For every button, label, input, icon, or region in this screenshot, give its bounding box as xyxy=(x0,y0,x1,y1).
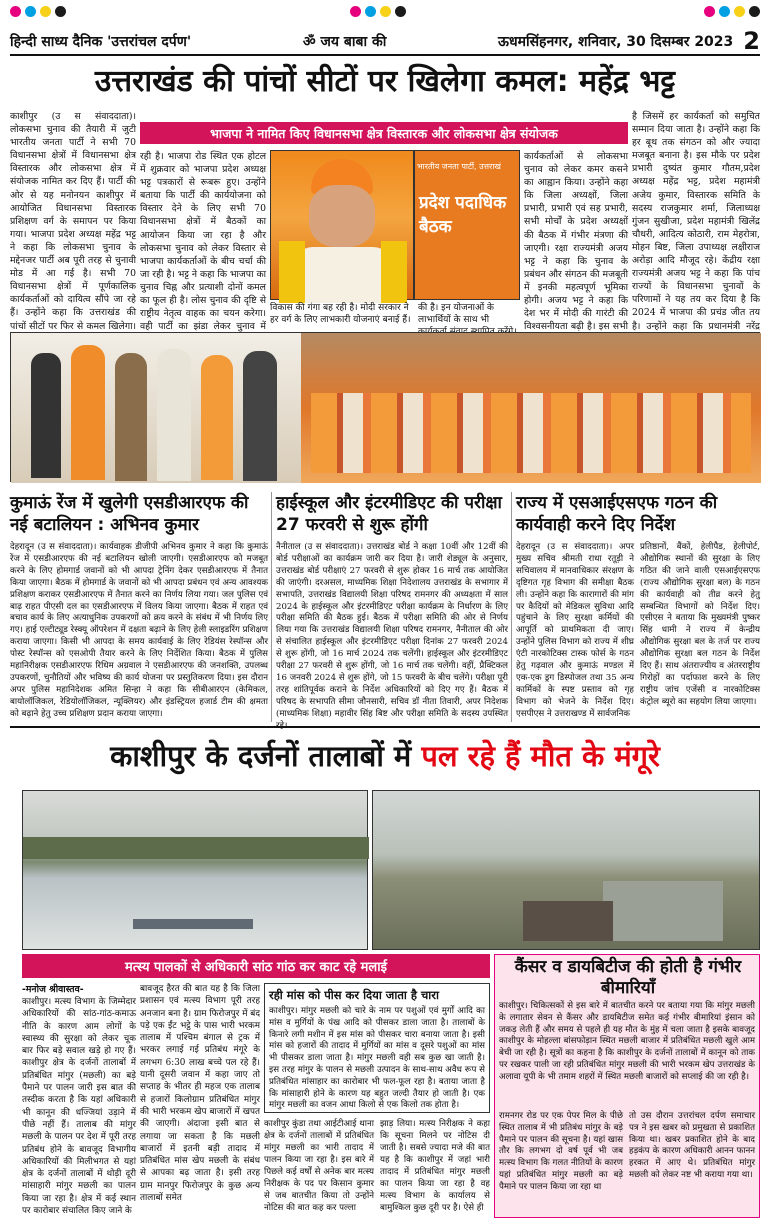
decorative-dots-left xyxy=(10,6,66,17)
story5-byline: -मनोज श्रीवास्तव- xyxy=(22,984,84,995)
story1-subhead: भाजपा ने नामित किए विधानसभा क्षेत्र विस्तारक और लोकसभा क्षेत्र संयोजक xyxy=(140,122,628,144)
story5-headline xyxy=(10,733,760,779)
story2-headline: कुमाऊं रेंज में खुलेगी एसडीआरएफ की नई बटालियन : अभिनव कुमार xyxy=(10,493,249,535)
cancer-col2: तो उस दौरान उत्तरांचल दर्पण समाचार पत्र ने इस खबर को प्रमुखता से प्रकाशित किया था। खबर प्रकाशित होने के बाद हड़कंप के कारण अधिकारी आनन फानन हरकत में आए थे। प्रतिबंधित मांगुर मछली को लेकर नष्ट भी कराया गया था। xyxy=(629,1111,755,1180)
story1-caption-left: विकास की गंगा बह रही है। मोदी सरकार ने हर वर्ग के लिए लाभकारी योजनाएं बनाई हैं। xyxy=(270,303,411,325)
story4-col2: प्रतिष्ठानों, बैंकों, हेलीपैड, हेलीपोर्ट, औद्योगिक स्थानों की सुरक्षा के लिए गठित की जाने वाली एसआईएसएफ (राज्य औद्योगिक सुरक्षा बल) के गठन की कार्यवाही को तीव्र करने हेतु सम्बन्धित विभागों को निर्देश दिए। एसीएस ने बताया कि मुख्यमंत्री पुष्कर सिंह धामी ने राज्य में केन्द्रीय औद्योगिक सुरक्षा बल के तर्ज पर राज्य औद्योगिक सुरक्षा बल गठन के निर्देश दिए हैं। साथ अंतराज्यीय व अंतरराष्ट्रीय गिरोहों का पर्दाफाश करने के लिए राष्ट्रीय जांच एजेंसी व नारकोटिक्स कंट्रोल ब्यूरो का सहयोग लिया जाएगा। xyxy=(640,542,760,707)
story5-subhead: मत्स्य पालकों से अधिकारी सांठ गांठ कर काट रहे मलाई xyxy=(22,954,490,978)
section-divider xyxy=(10,726,760,728)
cancer-col1: रामनगर रोड पर एक पेपर मिल के पीछे स्थित तालाब में भी प्रतिबंध मांगुर के बड़े पैमाने पर पालन की सूचना है। यहां खास तौर कि लगभग दो वर्ष पूर्व भी जब मत्स्य विभाग कि गलत नीतियों के कारण यहां प्रतिबंधित मांगुर मछली का बड़े पैमाने पर पालन किया जा रहा था xyxy=(499,1111,623,1192)
story5-col3: काशीपुर कुंडा तथा आईटीआई थाना क्षेत्र के दर्जनों तालाबों में प्रतिबंधित मांगुर मछली का भारी तादाद में पालन किया जा रहा है। इस बारे में पिछले कई वर्षों से अनेक बार मत्स्य निरीक्षक के पद पर किसान कुमार से जब बातचीत किया तो उन्होंने नोटिस की बात कह कर पल्ला xyxy=(264,1119,374,1213)
cancer-box xyxy=(494,954,760,1218)
story3-headline: हाईस्कूल और इंटरमीडिएट की परीक्षा 27 फरवरी से शुरू होंगी xyxy=(276,493,502,535)
story1-photo-banner xyxy=(414,150,520,300)
story5-headline-black: काशीपुर के दर्जनों तालाबों में xyxy=(110,739,412,773)
story1-col4: है जिसमें हर कार्यकर्ता को समुचित सम्मान दिया जाता है। उन्होंने कहा कि हर बूथ तक संगठन को और ज्यादा मजबूत बनाना है। इस मौके पर प्रदेश प्रभारी दुष्यंत कुमार गौतम,प्रदेश अध्यक्ष महेंद्र भट्ट, प्रदेश महामंत्री अजेय कुमार, विस्तारक समिति के सदस्य राजकुमार शर्मा, जिलाध्यक्ष गुंजन सुखीजा, प्रदेश महामंत्री खिलेंद्र चौधरी, आदित्य कोठारी, राम मेहरोत्रा, मोहन बिष्ट, जिला उपाध्यक्ष लक्षीराज अरोड़ा आदि मौजूद रहे। केंद्रीय रक्षा राज्यमंत्री अजय भट्ट ने कहा कि पांच राज्यों के विधानसभा चुनावों के परिणामों ने यह तय कर दिया है कि 2024 में भाजपा की प्रचंड जीत तय है। उन्होंने कहा कि प्रधानमंत्री नरेंद्र xyxy=(632,111,760,332)
cancer-headline: कैंसर व डायबिटीज की होती है गंभीर बीमारियाँ xyxy=(514,957,742,998)
story1-photo-leader xyxy=(270,150,414,300)
photo-banner-top: भारतीय जनता पार्टी, उत्तराखं xyxy=(417,162,501,171)
story1-headline: उत्तराखंड की पांचों सीटों पर खिलेगा कमल: महेंद्र भट्ट xyxy=(94,64,676,99)
feed-box-headline: रही मांस को पीस कर दिया जाता है चारा xyxy=(269,988,439,1002)
decorative-dots-center xyxy=(350,6,406,17)
story4-col1: देहरादून (उ स संवाददाता)। अपर मुख्य सचिव श्रीमती राधा रतूड़ी ने सचिवालय में मानवाधिकार संरक्षण के दृष्टिगत गृह विभाग की समीक्षा बैठक ली। उन्होंने कहा कि कारागारों की मांग पर कैदियों को मेडिकल सुविधा आदि पहुंचाने के लिए सुरक्षा कर्मियों की आपूर्ति को प्राथमिकता दी जाए। उन्होंने पुलिस विभाग को राज्य में शीघ्र एंटी नारकोटिक्स टास्क फोर्स के गठन हेतु गढ़वाल और कुमाऊं मण्डल में एक-एक ड्रग डिस्पोजल तथा 35 अन्य कार्मिकों के स्पष्ट प्रस्ताव को गृह विभाग को भेजने के निर्देश दिए। एसपीएस ने उत्तराखण्ड में सार्वजनिक xyxy=(516,542,634,719)
photo-banner-text: प्रदेश पदाधिक बैठक xyxy=(419,193,507,237)
story1-col3: कार्यकर्ताओं से लोकसभा चुनाव को लेकर कमर कसने का आह्वान किया। उन्होंने कहा कि जिला अध्यक्षों, जिला प्रभारी, प्रभारी एवं सह प्रभारी, सभी मोर्चों के प्रदेश अध्यक्षों की बैठक में गंभीर मंत्रणा की जाएगी। रक्षा राज्यमंत्री अजय भट्ट ने कहा कि चुनाव के प्रबंधन और संगठन की मजबूती में इनकी महत्वपूर्ण भूमिका होगी। अजय भट्ट ने कहा कि देश भर में मोदी की गारंटी की विश्वसनीयता बढ़ी है। इस सभी xyxy=(524,151,628,333)
decorative-dots-right xyxy=(704,6,760,17)
story1-col1: काशीपुर (उ स संवाददाता)। लोकसभा चुनाव की तैयारी में जुटी भारतीय जनता पार्टी ने सभी 70 विधानसभा क्षेत्रों में विधानसभा क्षेत्र विस्तारक और लोकसभा क्षेत्र में संयोजक नामित कर दिए हैं। पार्टी की ओर से यह मनोनयन काशीपुर में आयोजित विधानसभा विस्तारक प्रशिक्षण वर्ग के समापन पर किया गया। भाजपा प्रदेश अध्यक्ष महेंद्र भट्ट ने कहा कि लोकसभा चुनाव के मद्देनजर पार्टी अब पूरी तरह से चुनावी मोड में आ गई है। सभी 70 विधानसभा क्षेत्रों में पूर्णकालिक कार्यकर्ताओं को दायित्व सौंपे जा रहे हैं। उन्होंने कहा कि उत्तराखंड की पांचों सीटों पर फिर से कमल खिलेगा। xyxy=(10,111,136,332)
story5-headline-red: पल रहे हैं मौत के मंगूरे xyxy=(421,739,660,773)
story2-body: देहरादून (उ स संवाददाता)। कार्यवाहक डीजीपी अभिनव कुमार ने कहा कि कुमाऊं रेंज में एसडीआरएफ की नई बटालियन खोली जाएगी। एसडीआरएफ को मजबूत करने के लिए होमगार्ड जवानों को भी आपदा ट्रेनिंग देकर एसडीआरएफ में तैनात किया जाएगा। बैठक में होमगार्ड के जवानों को भी आपदा प्रबंधन एवं अन्य आवश्यक प्रशिक्षण कराकर एसडीआरएफ में तैनात करने का निर्णय लिया गया। जल पुलिस एवं बाढ़ राहत पीएसी दल का एसडीआरएफ में विलय किया जाएगा। बैठक में राहत एवं बचाव कार्य के लिए अत्याधुनिक उपकरणों को क्रय करने के संबंध में भी निर्णय लिए गए। हाई एल्टीट्यूड रेस्क्यू ऑपरेशन में दक्षता बढ़ाने के लिए हेली स्लाइडरिंग प्रशिक्षण कराया जाएगा। किसी भी आपदा के समय कार्यवाई के लिए रेडियंस रेस्पॉन्स और पोस्ट रेस्पॉन्स को एसओपी तैयार करने के लिए निर्देशित किया। बैठक में पुलिस महानिरीक्षक एसडीआरएफ रिधिम अग्रवाल ने एसडीआरएफ की जनशक्ति, उपलब्ध उपकरणों, चुनौतियों और भविष्य की कार्य योजना पर प्रस्तुतिकरण दिया। इस दौरान अपर पुलिस महानिदेशक अमित सिन्हा ने कहा कि सीबीआरएन (केमिकल, बायोलॉजिकल, रेडियोलॉजिकल, न्यूक्लियर) और इंडस्ट्रियल हजार्ड टीम की क्षमता को बढ़ाने हेतु उच्च प्रशिक्षण प्रदान कराया जाएगा। xyxy=(10,542,268,719)
newspaper-name: हिन्दी साध्य दैनिक 'उत्तरांचल दर्पण' xyxy=(10,33,192,50)
story1-group-photo xyxy=(10,332,760,482)
masthead-blessing: ॐ जय बाबा की xyxy=(302,33,387,50)
story5-col2: बावजूद हैरत की बात यह है कि जिला प्रशासन एवं मत्स्य विभाग पूरी तरह अनजान बना है। ग्राम फिरोजपुर में बंद पड़े एक ईंट भट्ठे के पास भारी भरकम तालाब में पश्चिम बंगाल से ट्रक में भरकर लगाई गई प्रतिबंध मंगूरे के लगभग 6:30 लाख बच्चे पल रहे हैं। यानी दूसरी जवान में कहा जाए तो सप्ताह के भीतर ही महज एक तालाब से हजारों किलोग्राम प्रतिबंधित मांगुर की भारी भरकम खेप बाजारों में खपत की जाएगी। अंदाजा इसी बात से लगाया जा सकता है कि मछली बाजारों में इतनी बड़ी तादाद में प्रतिबंधित मांस खेप मछली के संबंध से आपका बढ़ जाता है। इसी तरह ग्राम मानपुर फिरोजपुर के कुछ अन्य तालाबों समेत xyxy=(140,984,260,1204)
column-rule xyxy=(271,492,272,722)
dateline xyxy=(498,27,760,55)
story3-body: नैनीताल (उ स संवाददाता)। उत्तराखंड बोर्ड ने कक्षा 10वीं और 12वीं की बोर्ड परीक्षाओं का कार्यक्रम जारी कर दिया है। जारी शेड्यूल के अनुसार, उत्तराखंड बोर्ड परीक्षाएं 27 फरवरी से शुरू होकर 16 मार्च तक आयोजित की जाएंगी। दरअसल, माध्यमिक शिक्षा निदेशालय उत्तराखंड के सभागार में सभापति, उत्तराखंड विद्यालयी शिक्षा परिषद रामनगर की अध्यक्षता में साल 2024 के हाईस्कूल और इंटरमीडिएट परीक्षा कार्यक्रम के निर्धारण के लिए परीक्षा समिति की बैठक हुई। बैठक में परीक्षा समिति की ओर से निर्णय लिया गया कि उत्तराखंड विद्यालयी शिक्षा परिषद रामनगर, नैनीताल की ओर से संचालित हाईस्कूल और इंटरमीडिएट परीक्षा दिनांक 27 फरवरी 2024 से शुरू होंगी, जो 16 मार्च 2024 तक चलेंगी। हाईस्कूल और इंटरमीडिएट परीक्षा 27 फरवरी से शुरू होंगी, जो 16 मार्च तक चलेंगी। वहीं, प्रैक्टिकल 16 जनवरी 2024 से शुरू होंगे, जो 15 फरवरी के बीच चलेंगे। परीक्षा पूरी तरह शांतिपूर्वक कराने के निर्देश अधिकारियों को दिए गए हैं। बैठक में परिषद के सभापति सीमा जौनसारी, सचिव डॉ नीता तिवारी, अपर निदेशक (माध्यमिक शिक्षा) महावीर सिंह बिष्ट और परीक्षा समिति के सदस्य उपस्थित xyxy=(276,542,508,719)
story5-feed-box xyxy=(264,983,490,1113)
date-place: ऊधमसिंहनगर, शनिवार, 30 दिसम्बर 2023 xyxy=(497,33,734,50)
cancer-body: काशीपुर। चिकित्सकों से इस बारे में बातचीत करने पर बताया गया कि मांगुर मछली के लगातार सेवन से कैंसर और डायबिटीज समेत कई गंभीर बीमारियां इंसान को जकड़ लेती हैं और समय से पहले ही यह मौत के मुंह में चला जाता है इसके बावजूद काशीपुर के मोहल्ला बांसफोड़ान स्थित मछली बाजार में प्रतिबंधित मछली खुले आम बेची जा रही है। सूत्रों का कहना है कि काशीपुर के दर्जनों तालाबों में कानून को ताक पर रखकर पाली जा रही प्रतिबंधित मांगुर मछली की भारी भरकम खेप उत्तराखंड के अलावा यूपी के भी तमाम शहरों में स्थित मछली बाजारों को सप्लाई की जा रही है। xyxy=(499,1001,755,1082)
story1-caption-right: की है। इन योजनाओं के लाभार्थियों के साथ भी xyxy=(418,303,494,325)
story5-col4: झाड़ लिया। मत्स्य निरीक्षक ने कहा कि सूचना मिलने पर नोटिस दी जाती है। सबसे ज्यादा मजे की बात यह है कि काशीपुर में जहां भारी तादाद में प्रतिबंधित मांगुर मछली का पालन किया जा रहा है वह मत्स्य विभाग के कार्यालय से बामुश्किल कुछ दूरी पर है। ऐसे ही xyxy=(380,1119,490,1213)
feed-box-body: काशीपुर। मांगुर मछली को चारे के नाम पर पशुओं एवं मुर्गों आदि का मांस व मुर्गियों के पंख आदि को पीसकर डाला जाता है। तालाबों के किनारे लगी मशीन में इस मांस को पीसकर चारा बनाया जाता है। इसी मांस को हजारों की तादाद में मुर्गियों का मांस व दूसरे पशुओं का मांस भी पीसकर डाला जाता है। मांगुर मछली वही सब कुछ खा जाती है। इस तरह मांगुर के पालन से मछली उत्पादन के साथ-साथ अवैध रूप से प्रतिबंधित मांसाहार का कारोबार भी फल-फूल रहा है। बताया जाता है कि मांसाहारी होने के कारण यह बहुत जल्दी तैयार हो जाती है। एक मांगुर मछली का वजन आधा किलो से एक किलो तक होता है। xyxy=(269,1006,485,1111)
story4-headline: राज्य में एसआईएसएफ गठन की कार्यवाही करने दिए निर्देश xyxy=(516,493,718,535)
story5-photo-pond xyxy=(22,790,368,950)
masthead xyxy=(10,28,760,56)
story5-col1: काशीपुर। मत्स्य विभाग के जिम्मेदार अधिकारियों की सांठ-गांठ-कमाऊ नीति के कारण आम लोगों के स्वास्थ्य की सुरक्षा को लेकर चूक बार फिर बड़े सवाल खड़े हो गए हैं। काशीपुर क्षेत्र के दर्जनों तालाबों में प्रतिबंधित मांगुर (मछली) का बड़े पैमाने पर पालन जारी इस बात की तस्दीक करता है कि यहां अधिकारी भी कानून की धज्जियां उड़ाने में पीछे नहीं हैं। तालाब की मांगुर मछली के पालन पर देश में पूरी तरह प्रतिबंध होने के बावजूद विभागीय अधिकारियों की मिलीभगत से यहां क्षेत्र के दर्जनों तालाबों में थोड़ी दूरी मांसाहारी मांगुर मछली का पालन किया जा रहा है। क्षेत्र में कई स्थान पर कारोबार संचालित किए जाने के xyxy=(22,997,136,1217)
story1-col2: रही है। भाजपा रोड स्थित एक होटल में शुक्रवार को भाजपा प्रदेश अध्यक्ष भट्ट पत्रकारों से रूबरू हुए। उन्होंने बताया कि पार्टी की कार्ययोजना को विस्तार देने के लिए सभी 70 विधानसभा क्षेत्रों में बैठकों का आयोजन किया जा रहा है और लोकसभा चुनाव को लेकर विस्तार से भाजपा कार्यकर्ताओं के बीच चर्चा की जा रही है। भट्ट ने कहा कि भाजपा का चुनाव चिह्न और प्रत्याशी दोनों कमल का फूल ही है। लोस चुनाव की दृष्टि से राष्ट्रीय नेतृत्व वाहक का चयन करेगा। वही पार्टी का झंडा लेकर चुनाव में xyxy=(140,151,266,333)
page-number: 2 xyxy=(743,27,760,55)
column-rule xyxy=(511,492,512,722)
story5-photo-feed-machine xyxy=(372,790,760,950)
